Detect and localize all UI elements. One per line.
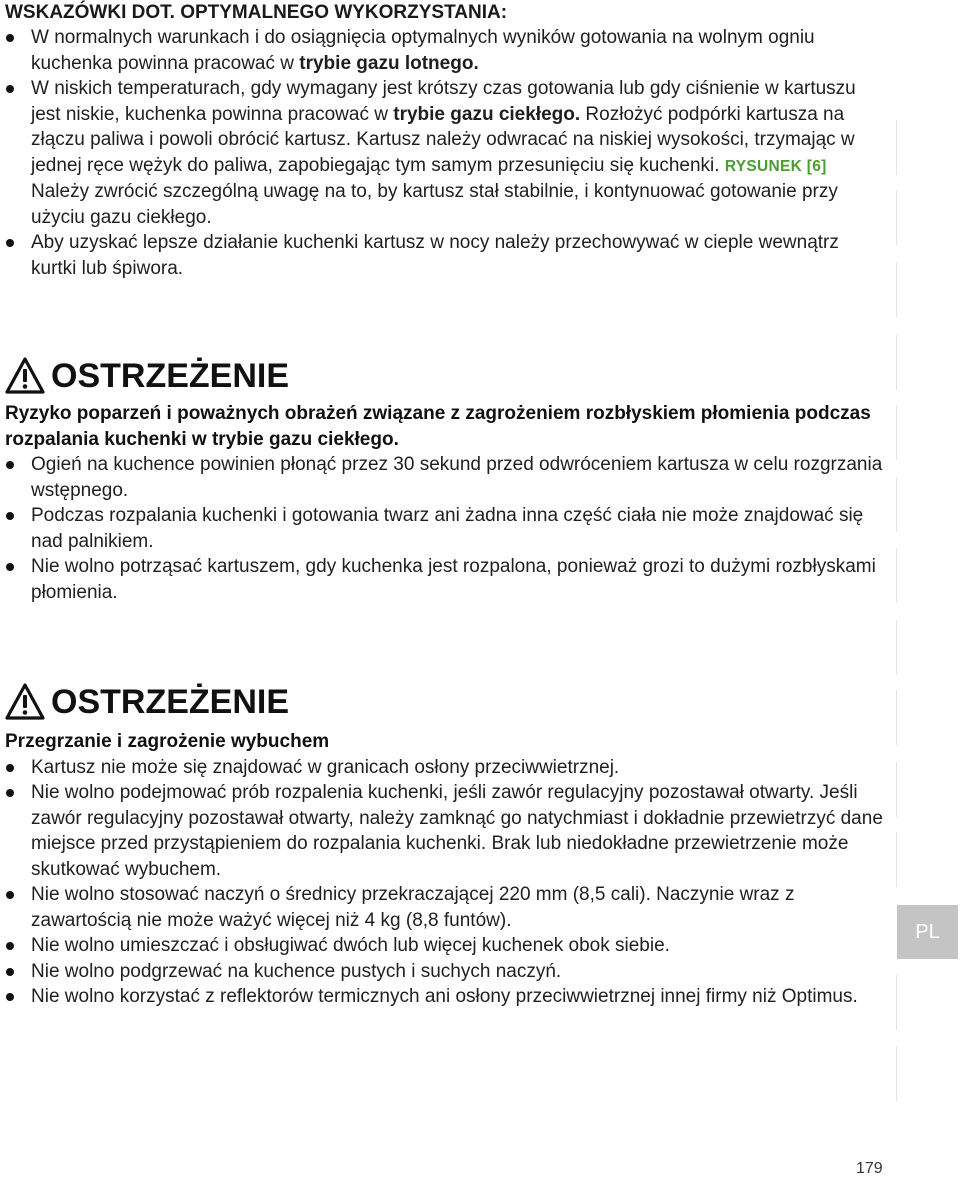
tips-list [5, 25, 885, 281]
figure-reference: RYSUNEK [6] [724, 157, 827, 175]
sidebar-divider [896, 690, 897, 745]
sidebar-divider [896, 405, 897, 460]
tips-heading: WSKAZÓWKI DOT. OPTYMALNEGO WYKORZYSTANIA: [5, 2, 508, 23]
sidebar-divider [896, 762, 897, 817]
warning-heading [5, 682, 289, 722]
list-item: W niskich temperaturach, gdy wymagany jest krótszy czas gotowania lub gdy ciśnienie w kartuszu jest niskie, kuchenka powinna pracować w trybie gazu ciekłego. Rozłożyć podpórki kartusza na złączu paliwa i powoli obrócić kartusz. Kartusz należy odwracać na niskiej wysokości, trzymając w jednej ręce wężyk do paliwa, zapobiegając tym samym przesunięciu się kuchenki. RYSUNEK [6] Należy zwrócić szczególną uwagę na to, by kartusz stał stabilnie, i kontynuować gotowanie przy użyciu gazu ciekłego. [5, 76, 885, 230]
page-number: 179 [856, 1160, 883, 1177]
sidebar-divider [896, 190, 897, 245]
warning-section [5, 401, 885, 605]
warning-section [5, 729, 885, 1010]
warning-title: OSTRZEŻENIE [51, 682, 290, 721]
list-item: Nie wolno potrząsać kartuszem, gdy kuchenka jest rozpalona, ponieważ grozi to dużymi rozbłyskami płomienia. [5, 554, 885, 605]
list-item: Nie wolno podgrzewać na kuchence pustych i suchych naczyń. [5, 959, 885, 985]
warning-icon [5, 683, 45, 721]
warning-list [5, 452, 885, 605]
sidebar-divider [896, 335, 897, 390]
language-tab: PL [897, 905, 958, 959]
list-item: Nie wolno korzystać z reflektorów termicznych ani osłony przeciwwietrznej innej firmy niż Optimus. [5, 984, 885, 1010]
sidebar-divider [896, 477, 897, 532]
list-item: W normalnych warunkach i do osiągnięcia optymalnych wyników gotowania na wolnym ogniu kuchenka powinna pracować w trybie gazu lotnego. [5, 25, 885, 76]
warning-icon [5, 357, 45, 395]
list-item: Podczas rozpalania kuchenki i gotowania twarz ani żadna inna część ciała nie może znajdować się nad palnikiem. [5, 503, 885, 554]
list-item: Nie wolno umieszczać i obsługiwać dwóch lub więcej kuchenek obok siebie. [5, 933, 885, 959]
warning-subheading: Ryzyko poparzeń i poważnych obrażeń związane z zagrożeniem rozbłyskiem płomienia podczas rozpalania kuchenki w trybie gazu ciekłego. [5, 403, 871, 450]
tips-section [5, 0, 885, 281]
sidebar-divider [896, 832, 897, 887]
list-item: Nie wolno stosować naczyń o średnicy przekraczającej 220 mm (8,5 cali). Naczynie wraz z zawartością nie może ważyć więcej niż 4 kg (8,8 funtów). [5, 882, 885, 933]
sidebar-divider [896, 120, 897, 175]
sidebar-divider [896, 620, 897, 675]
list-item: Aby uzyskać lepsze działanie kuchenki kartusz w nocy należy przechowywać w cieple wewnątrz kurtki lub śpiwora. [5, 230, 885, 281]
sidebar-divider [896, 548, 897, 603]
warning-subheading: Przegrzanie i zagrożenie wybuchem [5, 731, 330, 752]
sidebar-divider [896, 262, 897, 317]
warning-heading [5, 356, 289, 396]
list-item: Ogień na kuchence powinien płonąć przez 30 sekund przed odwróceniem kartusza w celu rozgrzania wstępnego. [5, 452, 885, 503]
list-item: Nie wolno podejmować prób rozpalenia kuchenki, jeśli zawór regulacyjny pozostawał otwarty. Jeśli zawór regulacyjny pozostawał otwarty, należy zamknąć go natychmiast i dokładnie przewietrzyć dane miejsce przed przystąpieniem do rozpalania kuchenki. Brak lub niedokładne przewietrzenie może skutkować wybuchem. [5, 780, 885, 882]
sidebar-divider [896, 975, 897, 1030]
sidebar-divider [896, 1046, 897, 1101]
warning-list [5, 755, 885, 1010]
list-item: Kartusz nie może się znajdować w granicach osłony przeciwwietrznej. [5, 755, 885, 781]
warning-title: OSTRZEŻENIE [51, 356, 290, 395]
